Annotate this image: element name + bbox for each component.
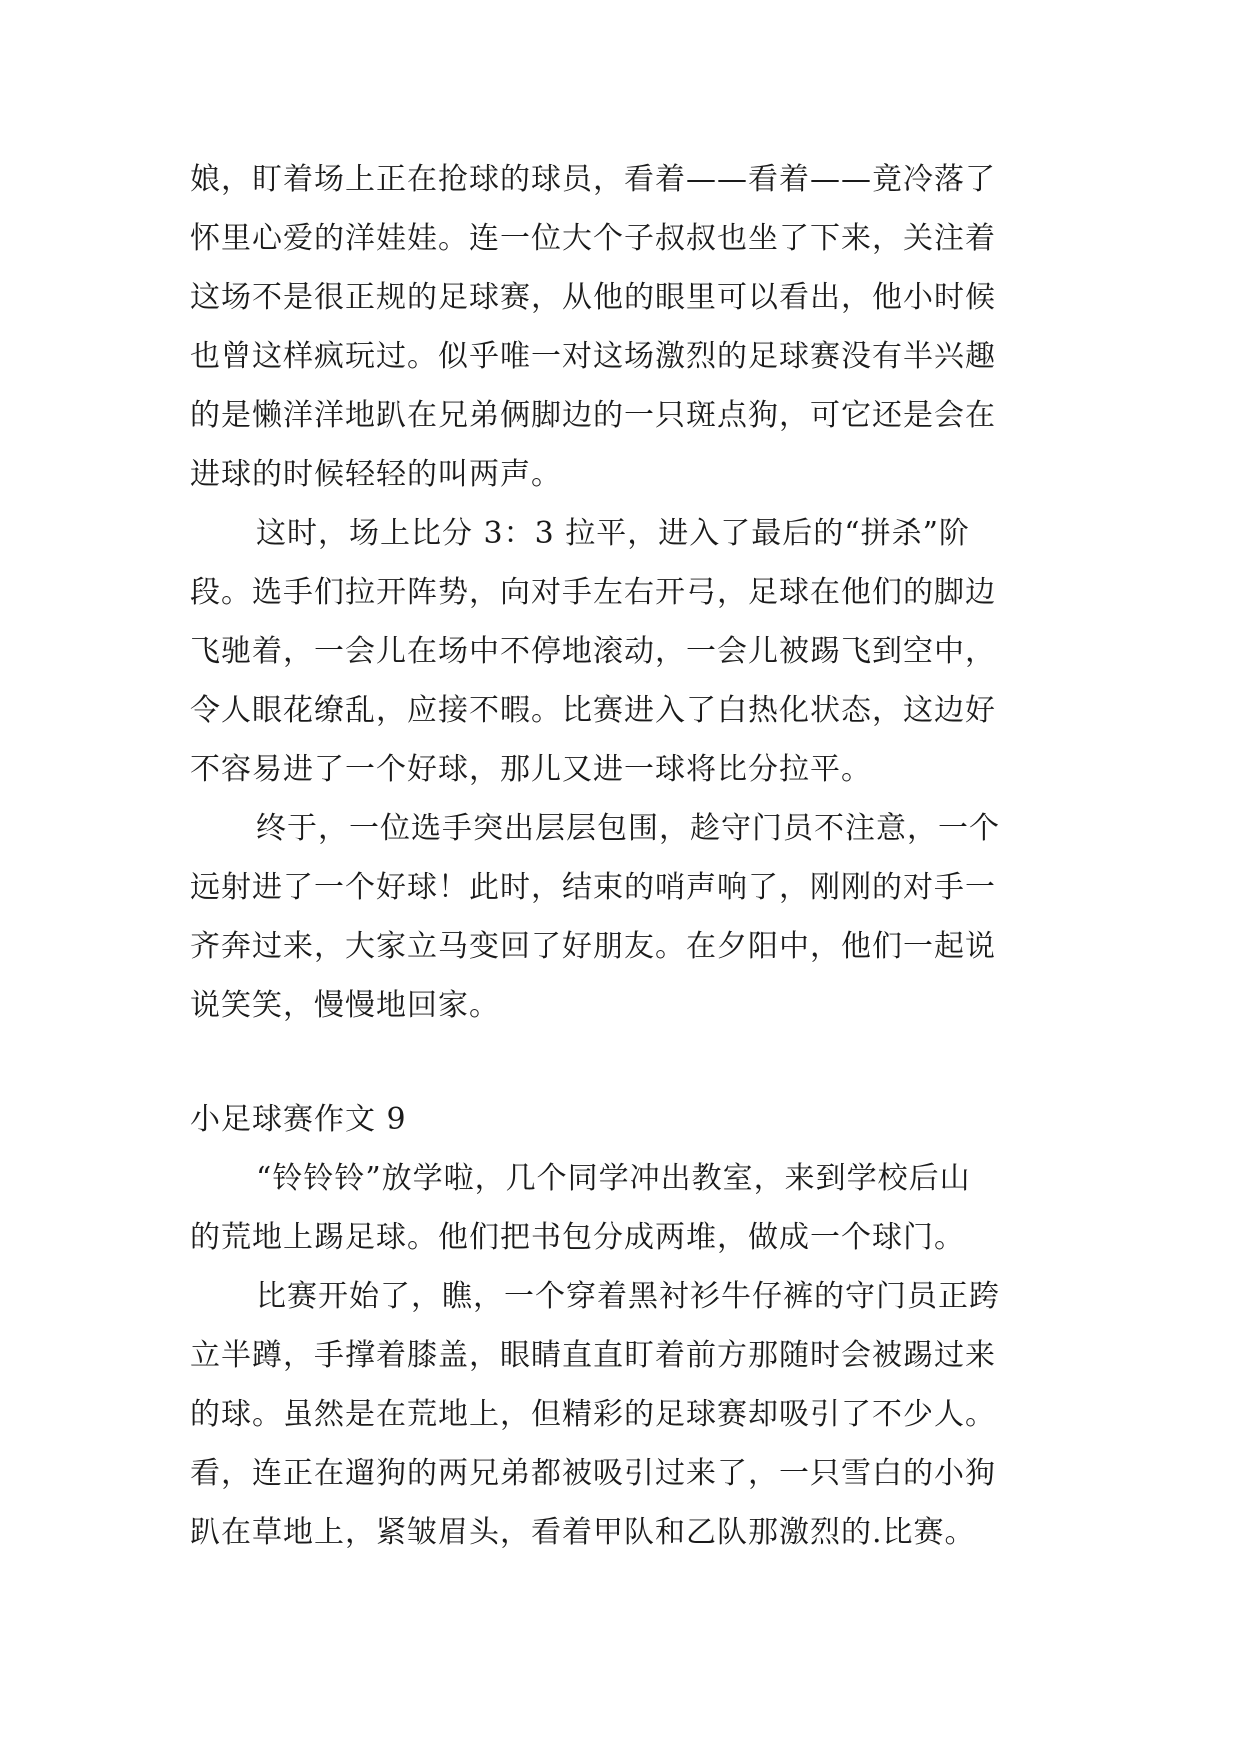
text-line: 的球。虽然是在荒地上，但精彩的足球赛却吸引了不少人。 xyxy=(190,1397,996,1432)
text-line: 的是懒洋洋地趴在兄弟俩脚边的一只斑点狗，可它还是会在 xyxy=(190,398,996,433)
text-line: 段。选手们拉开阵势，向对手左右开弓，足球在他们的脚边 xyxy=(190,575,996,610)
text-line: 令人眼花缭乱，应接不暇。比赛进入了白热化状态，这边好 xyxy=(190,693,996,728)
text-line: 的荒地上踢足球。他们把书包分成两堆，做成一个球门。 xyxy=(190,1220,965,1255)
text-line: 远射进了一个好球！此时，结束的哨声响了，刚刚的对手一 xyxy=(190,870,996,905)
text-line: 进球的时候轻轻的叫两声。 xyxy=(190,457,562,492)
text-line: 齐奔过来，大家立马变回了好朋友。在夕阳中，他们一起说 xyxy=(190,929,996,964)
text-line: 说笑笑，慢慢地回家。 xyxy=(190,988,500,1023)
text-line: 飞驰着，一会儿在场中不停地滚动，一会儿被踢飞到空中， xyxy=(190,634,996,669)
text-line: 娘，盯着场上正在抢球的球员，看着——看着——竟冷落了 xyxy=(190,162,996,197)
text-line: “铃铃铃”放学啦，几个同学冲出教室，来到学校后山 xyxy=(256,1161,971,1196)
text-line: 也曾这样疯玩过。似乎唯一对这场激烈的足球赛没有半兴趣 xyxy=(190,339,996,374)
text-line: 看，连正在遛狗的两兄弟都被吸引过来了，一只雪白的小狗 xyxy=(190,1456,996,1491)
text-line: 这场不是很正规的足球赛，从他的眼里可以看出，他小时候 xyxy=(190,280,996,315)
section-title: 小足球赛作文 9 xyxy=(190,1102,407,1137)
text-line: 这时，场上比分 3：3 拉平，进入了最后的“拼杀”阶 xyxy=(256,516,970,551)
text-line: 立半蹲，手撑着膝盖，眼睛直直盯着前方那随时会被踢过来 xyxy=(190,1338,996,1373)
text-line: 趴在草地上，紧皱眉头，看着甲队和乙队那激烈的.比赛。 xyxy=(190,1515,976,1550)
text-line: 不容易进了一个好球，那儿又进一球将比分拉平。 xyxy=(190,752,872,787)
text-line: 比赛开始了，瞧，一个穿着黑衬衫牛仔裤的守门员正跨 xyxy=(256,1279,1000,1314)
text-line: 终于，一位选手突出层层包围，趁守门员不注意，一个 xyxy=(256,811,1000,846)
text-line: 怀里心爱的洋娃娃。连一位大个子叔叔也坐了下来，关注着 xyxy=(190,221,996,256)
